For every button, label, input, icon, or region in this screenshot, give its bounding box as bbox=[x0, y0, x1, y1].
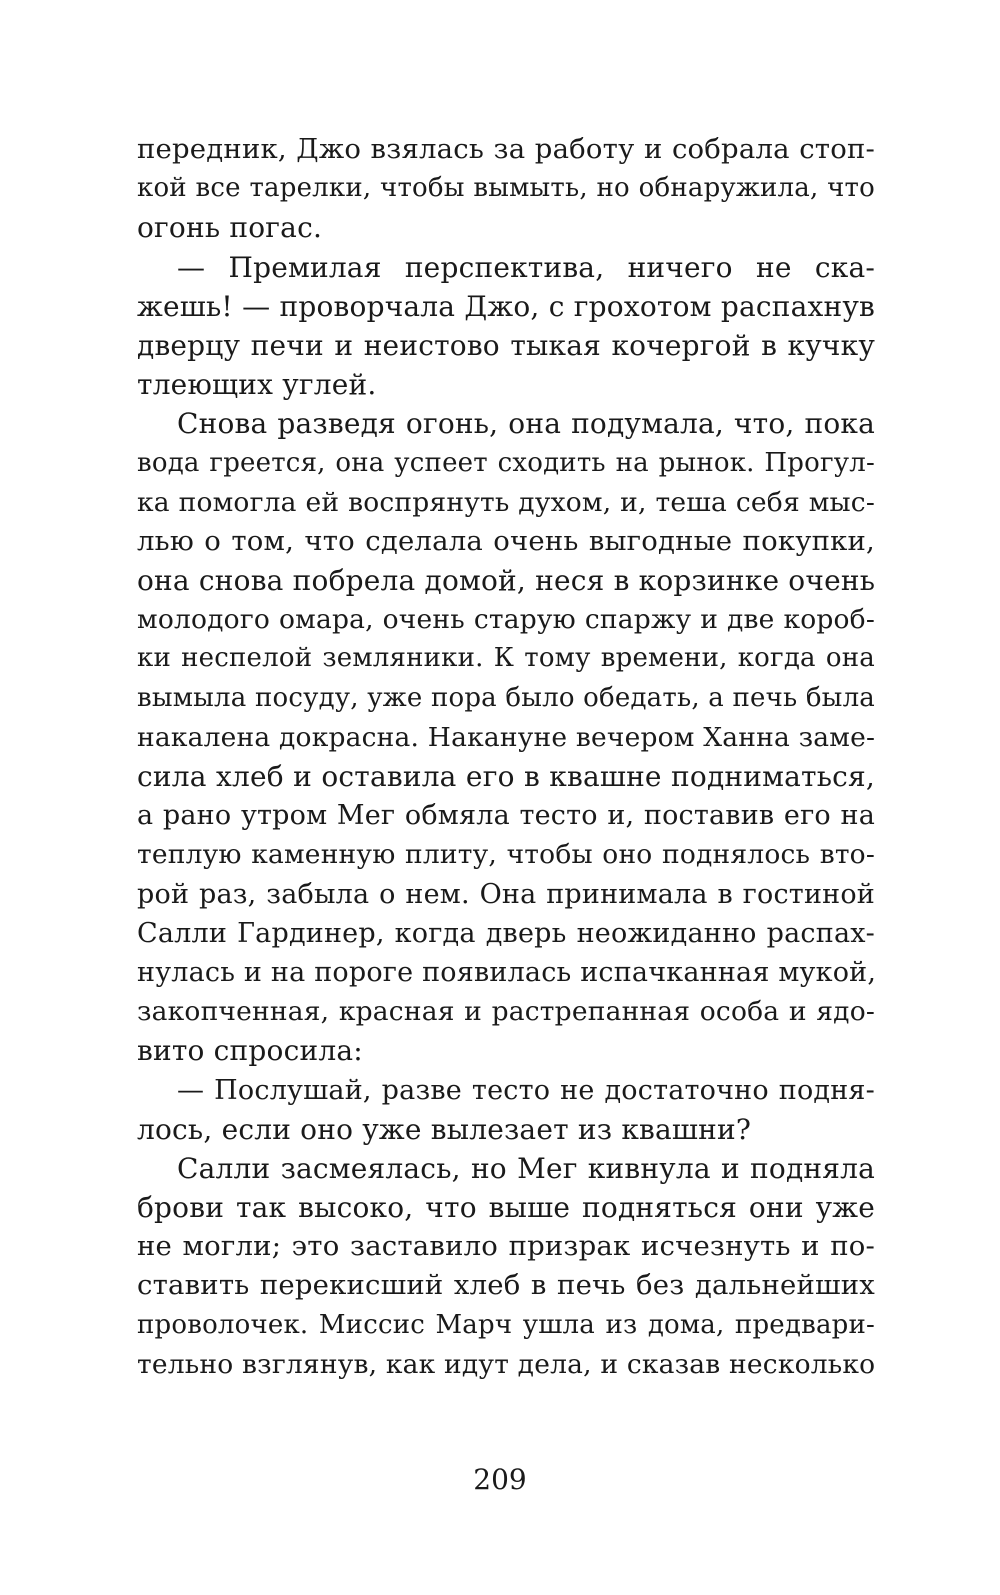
text-line: нулась и на пороге появилась испачканная мукой, bbox=[137, 956, 877, 988]
text-line: жешь! — проворчала Джо, с грохотом распахнув bbox=[137, 289, 875, 323]
text-line: передник, Джо взялась за работу и собрала стоп- bbox=[137, 133, 875, 165]
text-line: закопченная, красная и растрепанная особа и ядо- bbox=[137, 996, 875, 1028]
text-line: вымыла посуду, уже пора было обедать, а печь была bbox=[137, 682, 875, 713]
text-line: молодого омара, очень старую спаржу и две короб- bbox=[137, 604, 875, 636]
text-line: а рано утром Мег обмяла тесто и, поставив его на bbox=[137, 800, 875, 832]
text-line: вода греется, она успеет сходить на рынок. Прогул- bbox=[137, 447, 875, 478]
text-line: дверцу печи и неистово тыкая кочергой в кучку bbox=[137, 328, 875, 362]
text-line: лью о том, что сделала очень выгодные покупки, bbox=[137, 524, 875, 557]
page-number: 209 bbox=[473, 1463, 527, 1496]
text-line: брови так высоко, что выше подняться они уже bbox=[137, 1191, 875, 1225]
text-line: накалена докрасна. Накануне вечером Ханна заме- bbox=[137, 721, 876, 753]
text-line: тлеющих углей. bbox=[137, 368, 377, 402]
text-line: огонь погас. bbox=[137, 211, 323, 245]
text-line: тельно взглянув, как идут дела, и сказав несколько bbox=[137, 1348, 876, 1380]
text-line: Снова разведя огонь, она подумала, что, пока bbox=[177, 407, 875, 441]
text-line: она снова побрела домой, неся в корзинке очень bbox=[137, 564, 876, 598]
text-line: ки неспелой земляники. К тому времени, когда она bbox=[137, 643, 875, 674]
text-line: кой все тарелки, чтобы вымыть, но обнаружила, что bbox=[137, 173, 875, 204]
body-text bbox=[137, 130, 875, 1384]
text-line: ка помогла ей воспрянуть духом, и, теша себя мыс- bbox=[137, 486, 875, 518]
text-line: рой раз, забыла о нем. Она принимала в гостиной bbox=[137, 878, 875, 910]
text-line: — Премилая перспектива, ничего не ска- bbox=[177, 250, 875, 284]
text-line: Салли засмеялась, но Мег кивнула и подняла bbox=[177, 1151, 875, 1185]
text-line: сила хлеб и оставила его в квашне подниматься, bbox=[137, 760, 875, 793]
text-line: теплую каменную плиту, чтобы оно поднялось вто- bbox=[137, 839, 875, 871]
text-line: ставить перекисший хлеб в печь без дальнейших bbox=[137, 1269, 875, 1302]
text-line: проволочек. Миссис Марч ушла из дома, предвари- bbox=[137, 1309, 875, 1340]
text-line: Салли Гардинер, когда дверь неожиданно распах- bbox=[137, 917, 875, 949]
text-line: лось, если оно уже вылезает из квашни? bbox=[137, 1112, 752, 1146]
text-line: — Послушай, разве тесто не достаточно подня- bbox=[177, 1074, 875, 1106]
text-line: вито спросила: bbox=[137, 1034, 363, 1068]
text-line: не могли; это заставило призрак исчезнуть и по- bbox=[137, 1230, 875, 1263]
